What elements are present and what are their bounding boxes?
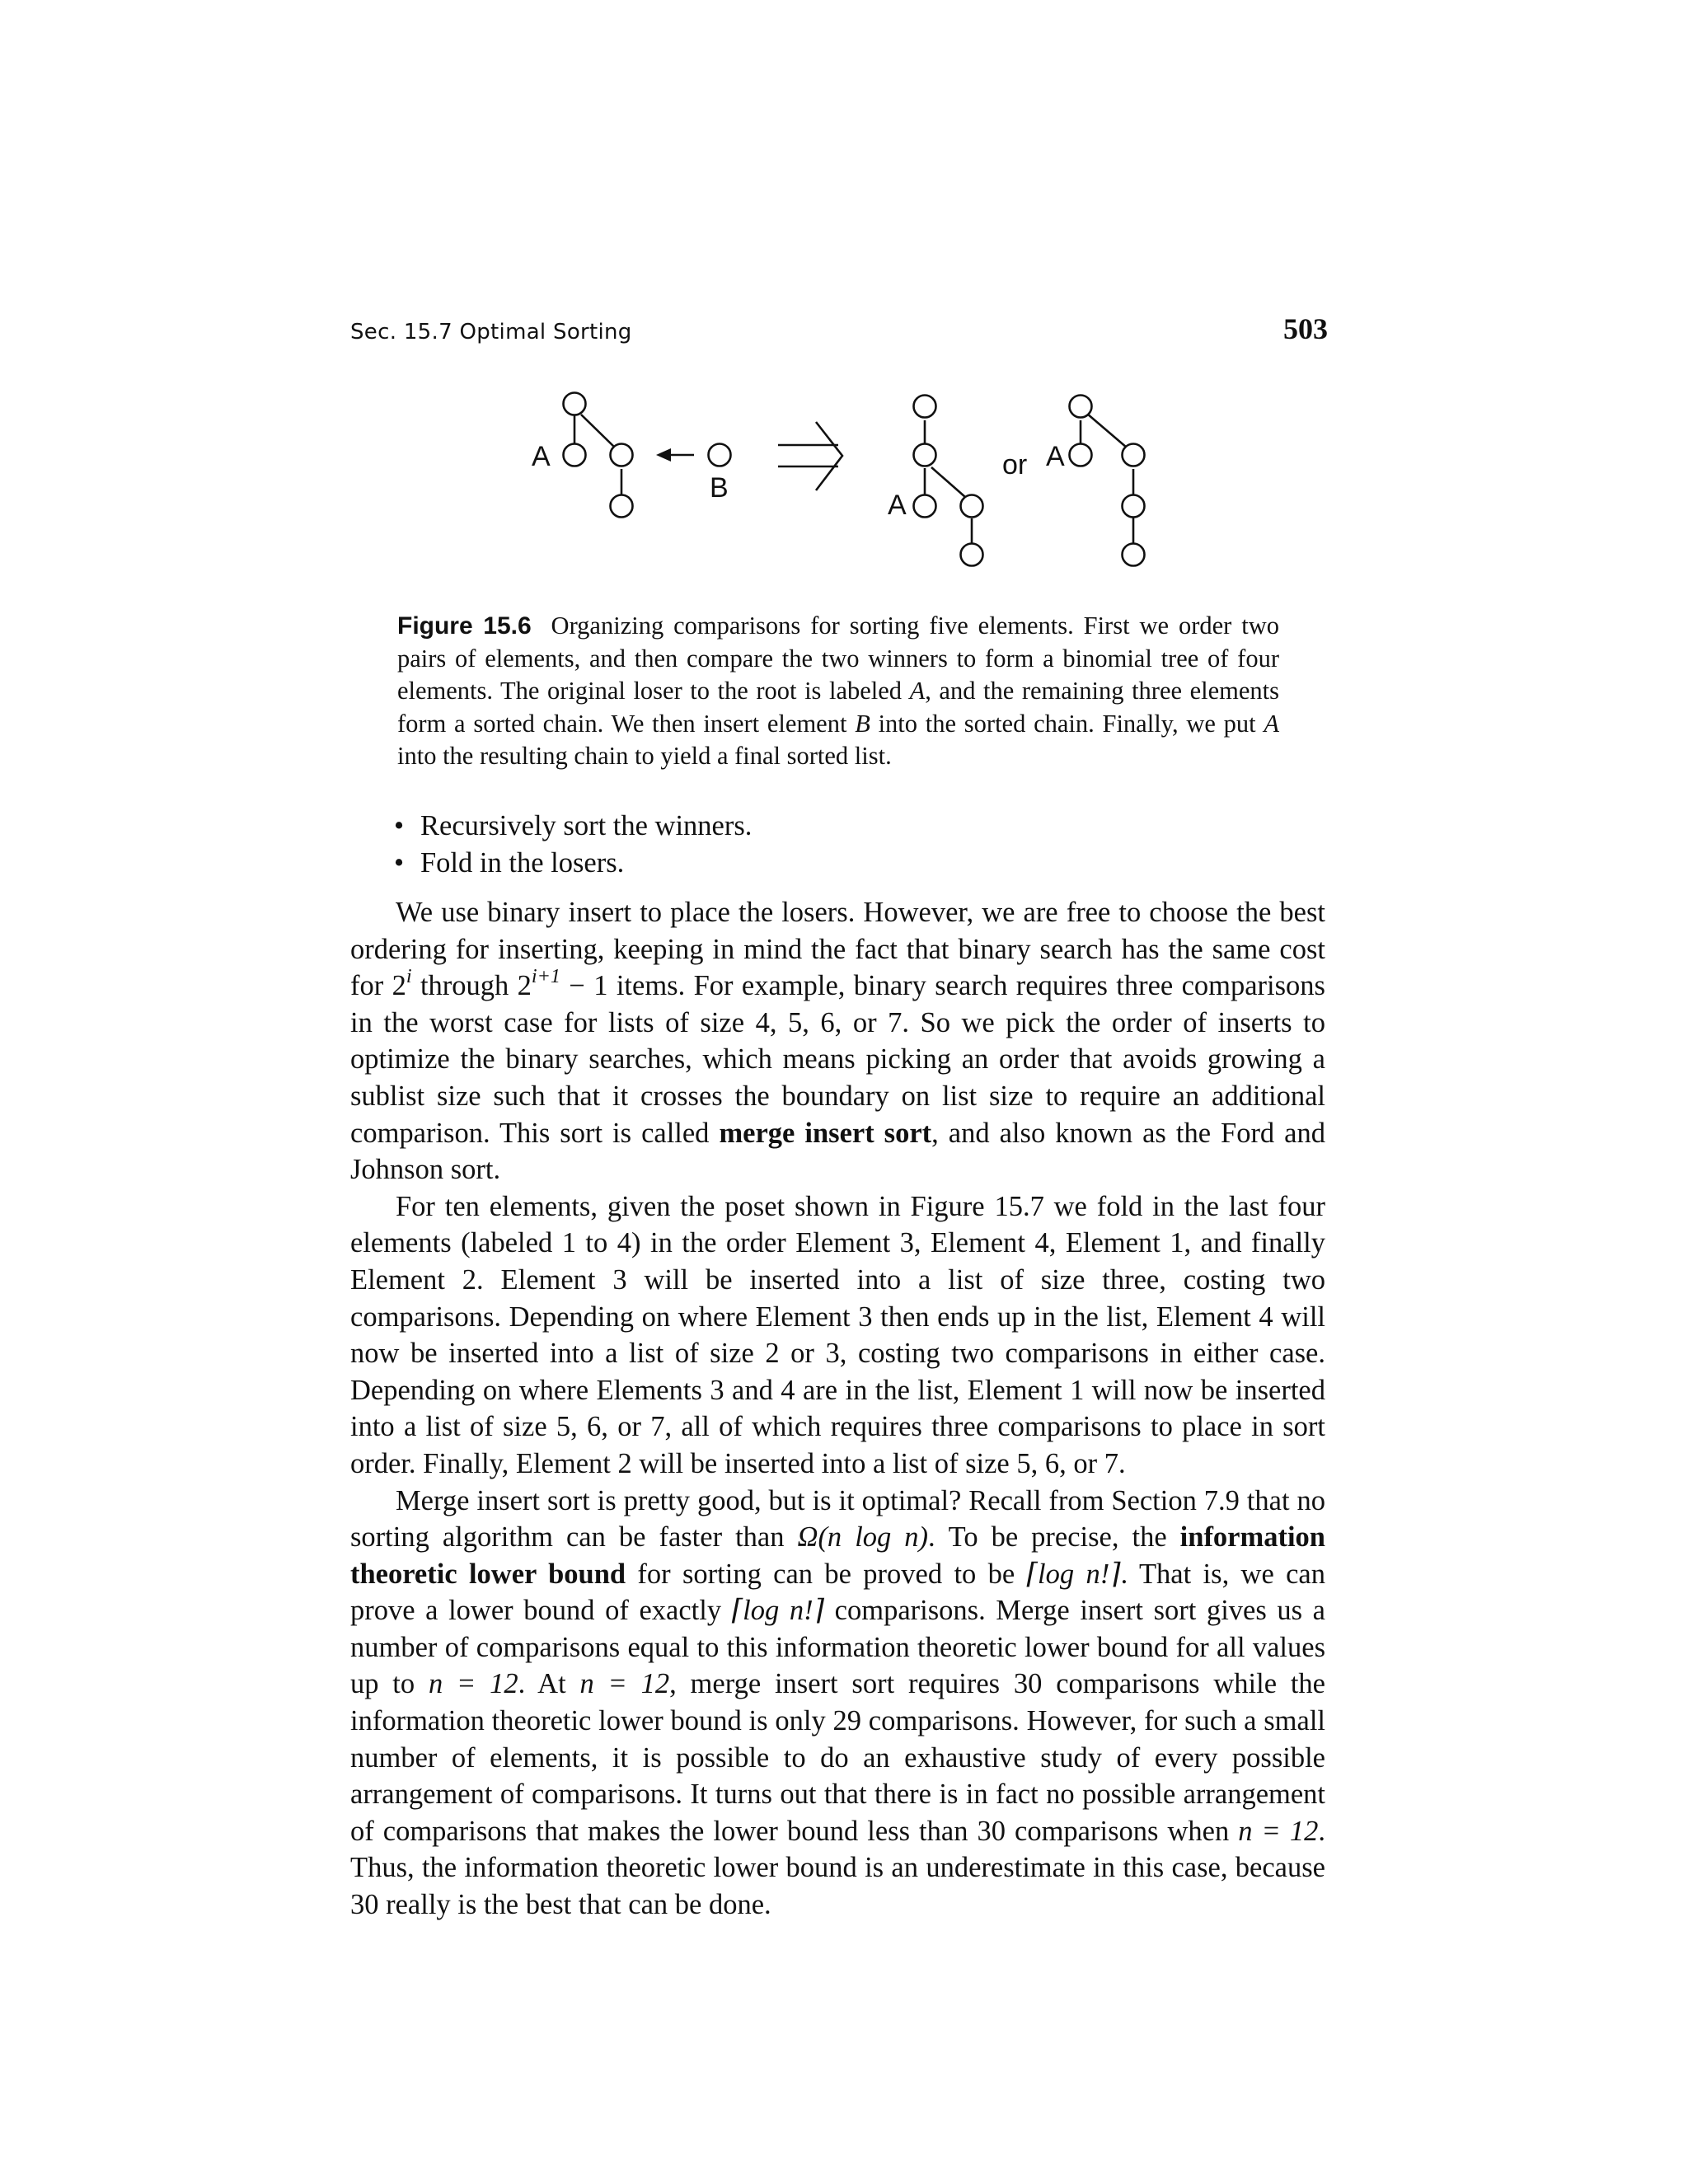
edge [581,415,615,448]
insert-arrow-head [656,448,671,462]
tree-node [1070,396,1092,418]
tree-node [1123,495,1145,518]
bullet-list [394,808,1301,882]
term-bold: merge insert sort [719,1117,932,1149]
figure-caption [397,610,1279,773]
tree-node [1070,444,1092,466]
tree-node [1123,544,1145,566]
node-label-b: B [710,472,729,504]
caption-text: Organizing comparisons for sorting five elements. First we order two pairs of elements, and then compare the two winners to form a binomial tree of four elements. The original loser to the root is labeled [397,612,1279,705]
tree-node [961,544,983,566]
edge [1087,414,1127,448]
figure-label: Figure 15.6 [397,612,532,640]
tree-node [914,396,936,418]
paragraph: Merge insert sort is pretty good, but is it optimal? Recall from Section 7.9 that no sorting algorithm can be faster than Ω(n log n). To be precise, the information theoretic lower bound for sorting can be proved to be ⌈log n!⌉. That is, we can prove a lower bound of exactly ⌈log n!⌉ comparisons. Merge insert sort gives us a number of comparisons equal to this information theoretic lower bound for all values up to n = 12. At n = 12, merge insert sort requires 30 comparisons while the information theoretic lower bound is only 29 comparisons. However, for such a small number of elements, it is possible to do an exhaustive study of every possible arrangement of comparisons. It turns out that there is in fact no possible arrangement of comparisons that makes the lower bound less than 30 comparisons when n = 12. Thus, the information theoretic lower bound is an underestimate in this case, because 30 really is the best that can be done. [350,1484,1325,1921]
edge [931,467,965,497]
running-header-section: Sec. 15.7 Optimal Sorting [350,320,632,344]
node-label-a: A [888,490,907,521]
paragraph: We use binary insert to place the losers. However, we are free to choose the best ordering for inserting, keeping in mind the fact that binary search has the same cost for 2$^i$ through $2^{i+1} - 1$ items. For example, binary search requires three comparisons in the worst case for lists of size 4, 5, 6, or 7. So we pick the order of inserts to optimize the binary searches, which means picking an order that avoids growing a sublist size such that it crosses the boundary on list size to require an additional comparison. This sort is called merge insert sort, and also known as the Ford and Johnson sort. [350,897,1325,1186]
term-bold: information theoretic lower bound [350,1521,1325,1590]
figure-15-6-diagram [0,0,1688,593]
or-label: or [1002,449,1028,480]
page-number: 503 [1283,312,1328,345]
caption-var: B [855,709,870,738]
implies-arrow-head [816,422,842,490]
paragraph: For ten elements, given the poset shown in Figure 15.7 we fold in the last four elements (labeled 1 to 4) in the order Element 3, Element 4, Element 1, and finally Element 2. Element 3 will be inserted into a list of size three, costing two comparisons. Depending on where Element 3 then ends up in the list, Element 4 will now be inserted into a list of size 2 or 3, costing two comparisons in either case. Depending on where Elements 3 and 4 are in the list, Element 1 will now be inserted into a list of size 5, 6, or 7, all of which requires three comparisons to place in sort order. Finally, Element 2 will be inserted into a list of size 5, 6, or 7. [350,1190,1325,1479]
tree-node [914,444,936,466]
tree-node [1123,444,1145,466]
tree-node [564,444,586,466]
body-text [350,894,1325,1924]
caption-var: A [909,677,926,705]
caption-text: into the sorted chain. Finally, we put [870,709,1264,738]
caption-text: into the resulting chain to yield a final sorted list. [397,742,892,770]
node-label-a: A [532,441,551,472]
caption-var: A [1264,709,1279,738]
tree-node [709,444,731,466]
list-item: • Fold in the losers. [394,847,625,879]
caption-text: , and the remaining three elements form a sorted chain. We then insert element [397,677,1279,738]
node-label-a: A [1046,441,1065,472]
list-item: • Recursively sort the winners. [394,810,753,841]
tree-node [961,495,983,518]
tree-node [611,444,633,466]
tree-node [914,495,936,518]
tree-node [564,393,586,415]
tree-node [611,495,633,518]
